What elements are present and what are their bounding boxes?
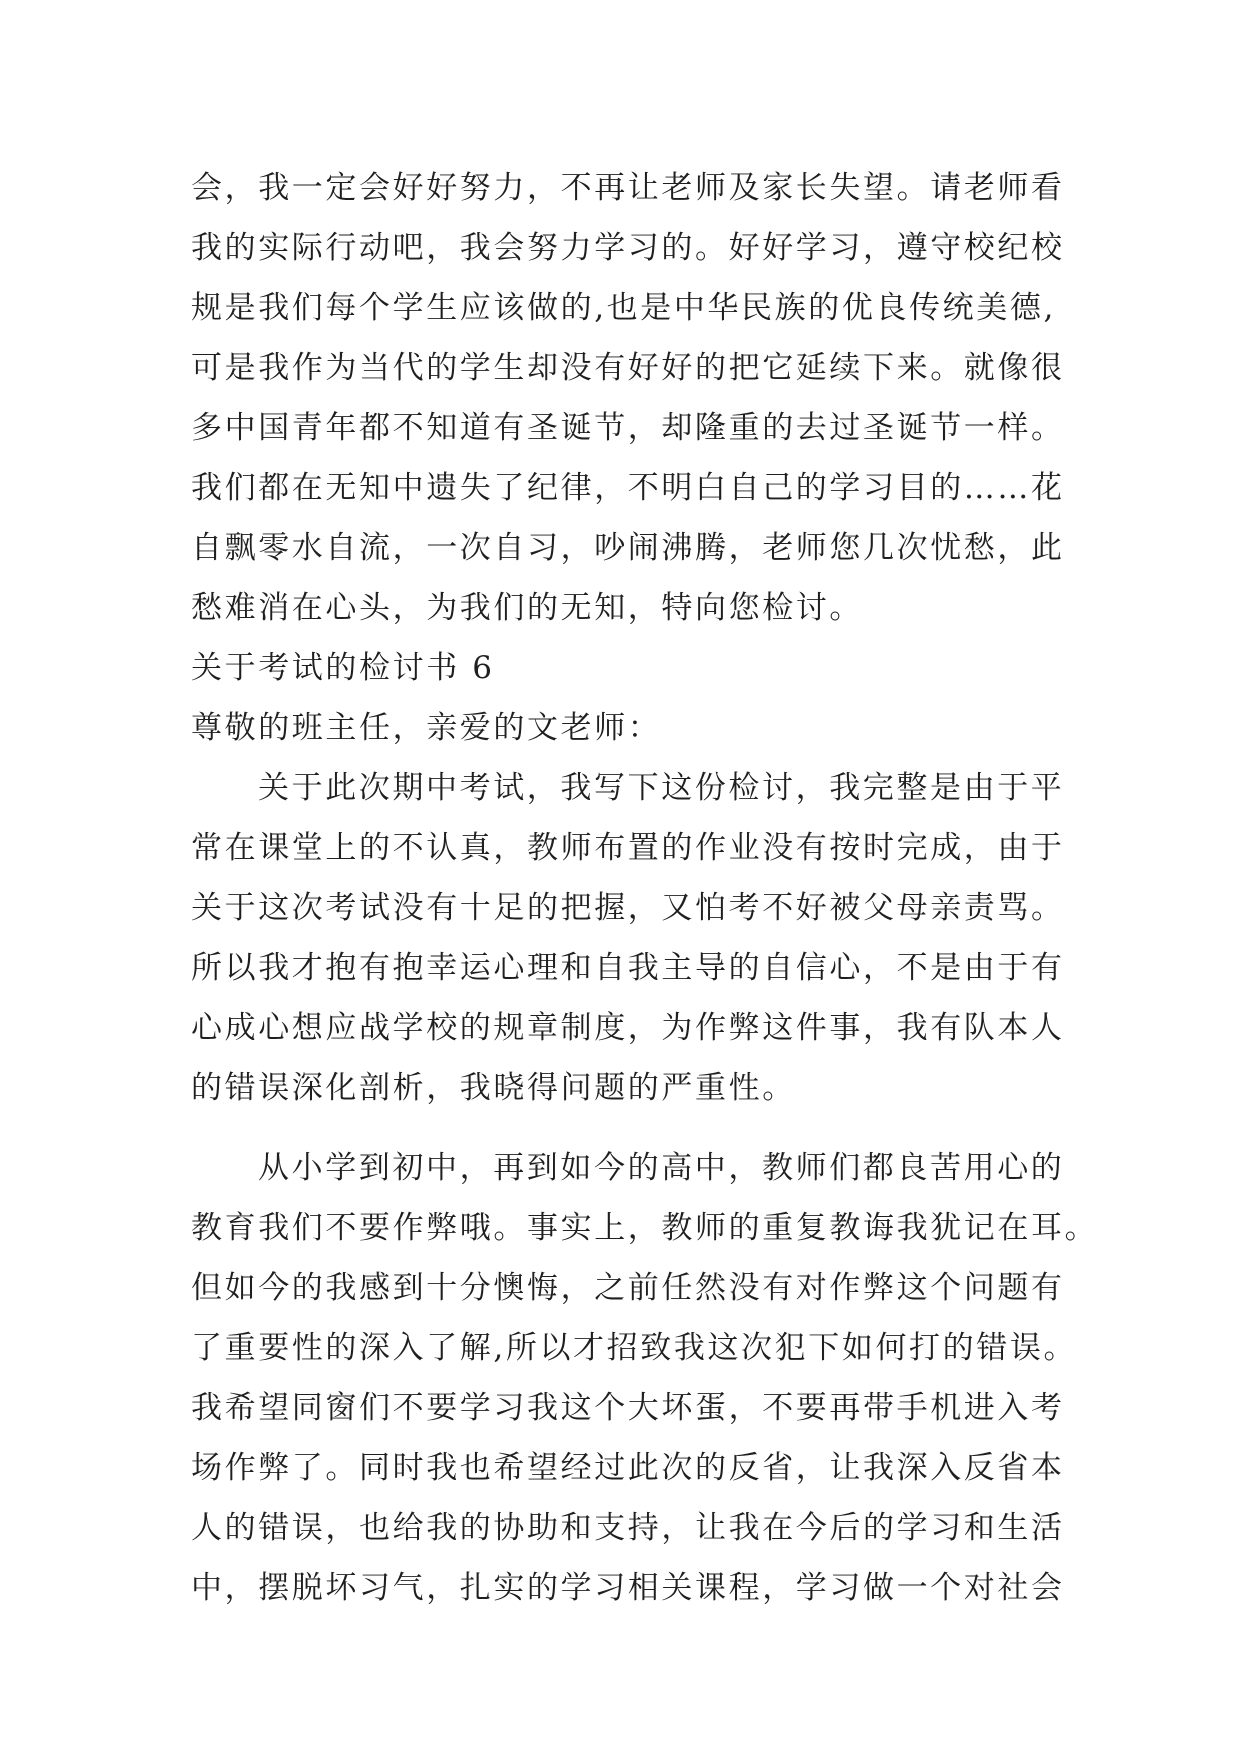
text-line: 规是我们每个学生应该做的,也是中华民族的优良传统美德, (191, 290, 1056, 326)
text-line: 了重要性的深入了解,所以才招致我这次犯下如何打的错误。 (191, 1330, 1078, 1366)
text-line: 多中国青年都不知道有圣诞节，却隆重的去过圣诞节一样。 (191, 410, 1065, 446)
text-line: 但如今的我感到十分懊悔，之前任然没有对作弊这个问题有 (191, 1270, 1065, 1306)
text-line: 我们都在无知中遗失了纪律，不明白自己的学习目的……花 (191, 470, 1065, 506)
text-line: 心成心想应战学校的规章制度，为作弊这件事，我有队本人 (191, 1010, 1065, 1046)
text-line: 我的实际行动吧，我会努力学习的。好好学习，遵守校纪校 (191, 230, 1065, 266)
text-line: 我希望同窗们不要学习我这个大坏蛋，不要再带手机进入考 (191, 1390, 1065, 1426)
text-line: 关于这次考试没有十足的把握，又怕考不好被父母亲责骂。 (191, 890, 1065, 926)
text-line: 自飘零水自流，一次自习，吵闹沸腾，老师您几次忧愁，此 (191, 530, 1065, 566)
text-line: 会，我一定会好好努力，不再让老师及家长失望。请老师看 (191, 170, 1065, 206)
text-line: 关于此次期中考试，我写下这份检讨，我完整是由于平 (258, 770, 1065, 806)
text-line: 教育我们不要作弊哦。事实上，教师的重复教诲我犹记在耳。 (191, 1210, 1099, 1246)
section-heading: 关于考试的检讨书 6 (191, 650, 495, 686)
text-line: 人的错误，也给我的协助和支持，让我在今后的学习和生活 (191, 1510, 1065, 1546)
text-line: 的错误深化剖析，我晓得问题的严重性。 (191, 1070, 796, 1106)
text-line: 从小学到初中，再到如今的高中，教师们都良苦用心的 (258, 1150, 1065, 1186)
text-line: 常在课堂上的不认真，教师布置的作业没有按时完成，由于 (191, 830, 1065, 866)
text-line: 中，摆脱坏习气，扎实的学习相关课程，学习做一个对社会 (191, 1570, 1065, 1606)
text-line: 场作弊了。同时我也希望经过此次的反省，让我深入反省本 (191, 1450, 1065, 1486)
text-line: 所以我才抱有抱幸运心理和自我主导的自信心，不是由于有 (191, 950, 1065, 986)
text-line: 可是我作为当代的学生却没有好好的把它延续下来。就像很 (191, 350, 1065, 386)
salutation: 尊敬的班主任，亲爱的文老师： (191, 710, 662, 746)
text-line: 愁难消在心头，为我们的无知，特向您检讨。 (191, 590, 863, 626)
